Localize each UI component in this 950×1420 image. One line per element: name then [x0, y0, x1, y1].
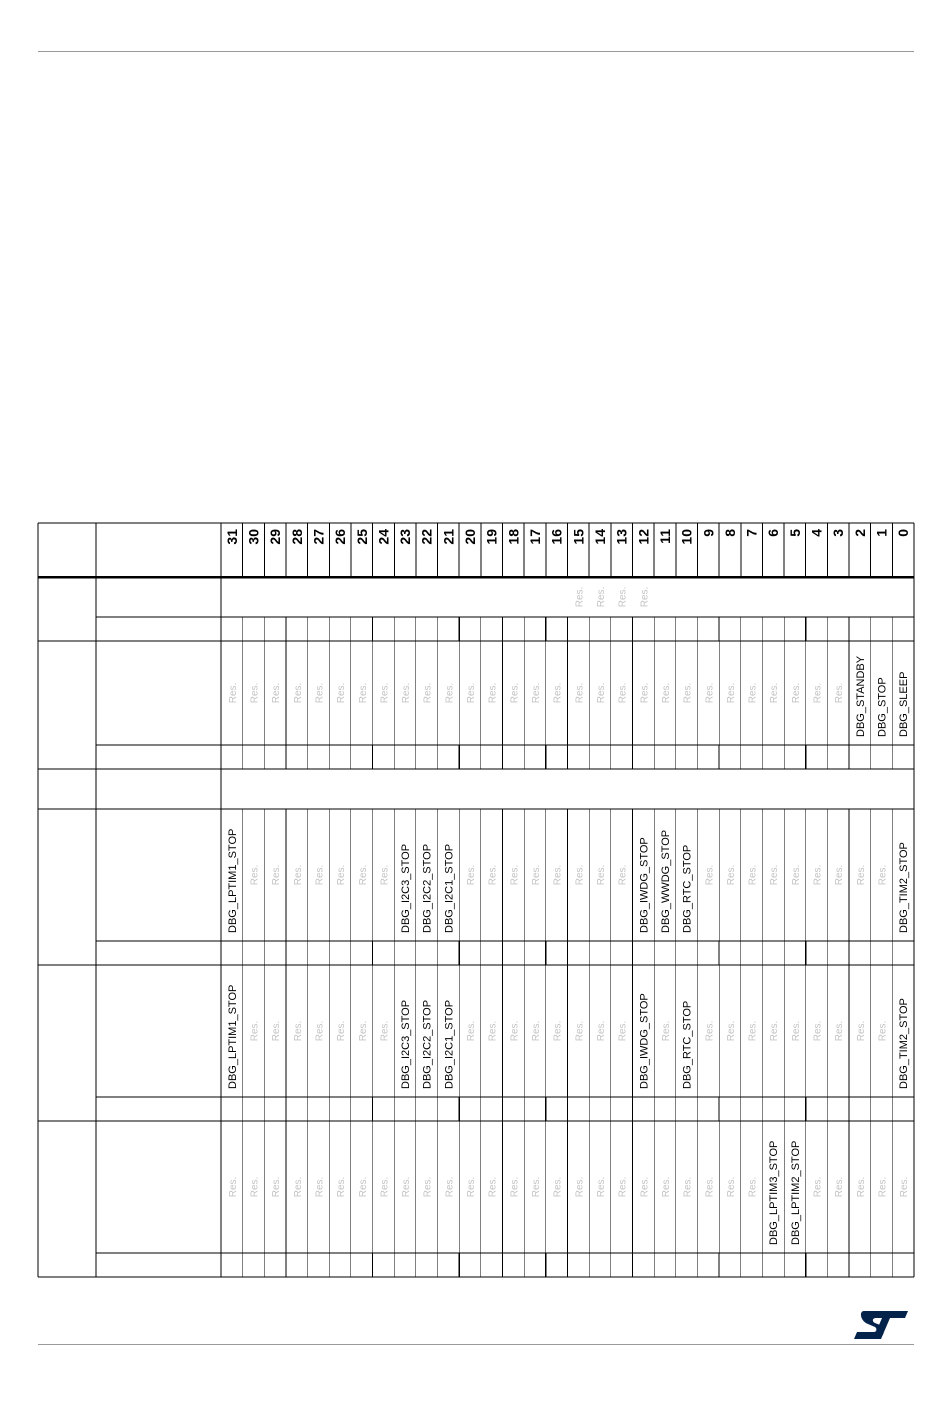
field-dbg-i2c3-stop: DBG_I2C3_STOP [400, 999, 413, 1089]
reserved-field: Res. [617, 1176, 629, 1198]
reserved-field: Res. [336, 1176, 348, 1198]
reserved-field: Res. [639, 1176, 651, 1198]
bit-number-13: 13 [613, 529, 630, 545]
reserved-field: Res. [509, 1176, 521, 1198]
reserved-field: Res. [812, 864, 824, 886]
reserved-field: Res. [725, 1176, 737, 1198]
reserved-field: Res. [660, 1176, 672, 1198]
bit-number-17: 17 [527, 529, 544, 545]
reserved-field: Res. [617, 864, 629, 886]
field-dbg-i2c2-stop: DBG_I2C2_STOP [421, 843, 434, 933]
reserved-field: Res. [466, 1020, 478, 1042]
reserved-field: Res. [336, 864, 348, 886]
reserved-field: Res. [595, 1176, 607, 1198]
reserved-field: Res. [660, 682, 672, 704]
reserved-field: Res. [812, 682, 824, 704]
reserved-field: Res. [769, 1020, 781, 1042]
reserved-field: Res. [487, 682, 499, 704]
field-dbg-rtc-stop: DBG_RTC_STOP [681, 1000, 694, 1089]
bit-number-29: 29 [267, 529, 284, 545]
bit-number-22: 22 [418, 529, 435, 545]
reserved-field: Res. [249, 682, 261, 704]
reserved-field: Res. [574, 682, 586, 704]
reserved-field: Res. [444, 682, 456, 704]
reserved-field: Res. [747, 682, 759, 704]
reserved-field: Res. [292, 1176, 304, 1198]
reserved-field: Res. [617, 682, 629, 704]
reserved-field: Res. [249, 1176, 261, 1198]
reserved-field: Res. [574, 586, 586, 608]
bit-number-18: 18 [505, 529, 522, 545]
reserved-field: Res. [357, 1020, 369, 1042]
reserved-field: Res. [747, 1020, 759, 1042]
reserved-field: Res. [314, 1020, 326, 1042]
reserved-field: Res. [487, 1176, 499, 1198]
reserved-field: Res. [292, 864, 304, 886]
reserved-field: Res. [401, 1176, 413, 1198]
reserved-field: Res. [834, 682, 846, 704]
reserved-field: Res. [292, 682, 304, 704]
reserved-field: Res. [595, 682, 607, 704]
reserved-field: Res. [379, 1020, 391, 1042]
bit-number-0: 0 [895, 529, 912, 537]
field-dbg-wwdg-stop: DBG_WWDG_STOP [659, 829, 672, 933]
reserved-field: Res. [790, 864, 802, 886]
reserved-field: Res. [552, 1020, 564, 1042]
reserved-field: Res. [834, 1176, 846, 1198]
reserved-field: Res. [249, 1020, 261, 1042]
reserved-field: Res. [531, 1020, 543, 1042]
reserved-field: Res. [271, 682, 283, 704]
reserved-field: Res. [704, 682, 716, 704]
bit-number-23: 23 [397, 529, 414, 545]
field-dbg-iwdg-stop: DBG_IWDG_STOP [638, 837, 651, 933]
reserved-field: Res. [487, 1020, 499, 1042]
field-dbg-rtc-stop: DBG_RTC_STOP [681, 844, 694, 933]
bit-number-14: 14 [591, 529, 608, 545]
bit-number-21: 21 [440, 529, 457, 545]
field-dbg-iwdg-stop: DBG_IWDG_STOP [638, 993, 651, 1089]
bit-number-2: 2 [851, 529, 868, 537]
reserved-field: Res. [574, 1176, 586, 1198]
reserved-field: Res. [812, 1020, 824, 1042]
field-dbg-sleep: DBG_SLEEP [898, 671, 911, 737]
reserved-field: Res. [747, 864, 759, 886]
reserved-field: Res. [271, 1020, 283, 1042]
bit-number-12: 12 [635, 529, 652, 545]
reserved-field: Res. [314, 682, 326, 704]
reserved-field: Res. [552, 864, 564, 886]
reserved-field: Res. [466, 682, 478, 704]
field-dbg-i2c1-stop: DBG_I2C1_STOP [443, 999, 456, 1089]
reserved-field: Res. [531, 682, 543, 704]
field-dbg-lptim1-stop: DBG_LPTIM1_STOP [226, 984, 239, 1089]
reserved-field: Res. [855, 864, 867, 886]
reserved-field: Res. [357, 1176, 369, 1198]
reserved-field: Res. [509, 1020, 521, 1042]
reserved-field: Res. [314, 864, 326, 886]
reserved-field: Res. [812, 1176, 824, 1198]
bit-number-24: 24 [375, 529, 392, 545]
reserved-field: Res. [769, 682, 781, 704]
reserved-field: Res. [379, 682, 391, 704]
reserved-field: Res. [379, 1176, 391, 1198]
reserved-field: Res. [660, 1020, 672, 1042]
reserved-field: Res. [227, 1176, 239, 1198]
bit-number-20: 20 [462, 529, 479, 545]
reserved-field: Res. [466, 864, 478, 886]
reserved-field: Res. [725, 1020, 737, 1042]
field-dbg-lptim2-stop: DBG_LPTIM2_STOP [789, 1140, 802, 1245]
reserved-field: Res. [509, 864, 521, 886]
bit-number-15: 15 [570, 529, 587, 545]
reserved-field: Res. [336, 682, 348, 704]
reserved-field: Res. [227, 682, 239, 704]
bit-number-25: 25 [353, 529, 370, 545]
reserved-field: Res. [466, 1176, 478, 1198]
field-dbg-i2c3-stop: DBG_I2C3_STOP [400, 843, 413, 933]
bit-number-6: 6 [765, 529, 782, 537]
reserved-field: Res. [271, 864, 283, 886]
field-dbg-lptim1-stop: DBG_LPTIM1_STOP [226, 828, 239, 933]
reserved-field: Res. [682, 682, 694, 704]
bit-number-30: 30 [245, 529, 262, 545]
reserved-field: Res. [574, 1020, 586, 1042]
reserved-field: Res. [704, 1020, 716, 1042]
reserved-field: Res. [704, 1176, 716, 1198]
field-dbg-stop: DBG_STOP [876, 677, 889, 737]
st-logo-icon [850, 1308, 912, 1342]
reserved-field: Res. [769, 864, 781, 886]
field-dbg-i2c1-stop: DBG_I2C1_STOP [443, 843, 456, 933]
field-dbg-tim2-stop: DBG_TIM2_STOP [898, 842, 911, 933]
bit-number-10: 10 [678, 529, 695, 545]
reserved-field: Res. [747, 1176, 759, 1198]
reserved-field: Res. [595, 1020, 607, 1042]
bit-number-7: 7 [743, 529, 760, 537]
reserved-field: Res. [855, 1176, 867, 1198]
bit-number-26: 26 [332, 529, 349, 545]
reserved-field: Res. [725, 864, 737, 886]
bit-number-3: 3 [830, 529, 847, 537]
reserved-field: Res. [617, 1020, 629, 1042]
reserved-field: Res. [357, 864, 369, 886]
reserved-field: Res. [595, 586, 607, 608]
reserved-field: Res. [682, 1176, 694, 1198]
bit-number-19: 19 [483, 529, 500, 545]
bit-number-11: 11 [656, 529, 673, 544]
reserved-field: Res. [357, 682, 369, 704]
reserved-field: Res. [552, 682, 564, 704]
reserved-field: Res. [422, 1176, 434, 1198]
reserved-field: Res. [704, 864, 716, 886]
bit-number-8: 8 [721, 529, 738, 537]
reserved-field: Res. [487, 864, 499, 886]
bit-number-5: 5 [786, 529, 803, 537]
field-dbg-i2c2-stop: DBG_I2C2_STOP [421, 999, 434, 1089]
reserved-field: Res. [877, 1176, 889, 1198]
reserved-field: Res. [531, 1176, 543, 1198]
field-dbg-lptim3-stop: DBG_LPTIM3_STOP [768, 1140, 781, 1245]
reserved-field: Res. [617, 586, 629, 608]
reserved-field: Res. [531, 864, 543, 886]
reserved-field: Res. [314, 1176, 326, 1198]
reserved-field: Res. [509, 682, 521, 704]
reserved-field: Res. [336, 1020, 348, 1042]
reserved-field: Res. [855, 1020, 867, 1042]
bit-number-4: 4 [808, 529, 825, 537]
bit-number-16: 16 [548, 529, 565, 545]
bit-number-27: 27 [310, 529, 327, 545]
reserved-field: Res. [834, 864, 846, 886]
reserved-field: Res. [725, 682, 737, 704]
reserved-field: Res. [444, 1176, 456, 1198]
reserved-field: Res. [639, 682, 651, 704]
reserved-field: Res. [899, 1176, 911, 1198]
bit-number-1: 1 [873, 529, 890, 537]
field-dbg-tim2-stop: DBG_TIM2_STOP [898, 998, 911, 1089]
reserved-field: Res. [877, 1020, 889, 1042]
reserved-field: Res. [249, 864, 261, 886]
field-dbg-standby: DBG_STANDBY [854, 655, 867, 737]
reserved-field: Res. [834, 1020, 846, 1042]
reserved-field: Res. [790, 1020, 802, 1042]
reserved-field: Res. [790, 682, 802, 704]
reserved-field: Res. [422, 682, 434, 704]
reserved-field: Res. [877, 864, 889, 886]
reserved-field: Res. [271, 1176, 283, 1198]
bit-number-28: 28 [288, 529, 305, 545]
bit-number-31: 31 [223, 529, 240, 545]
reserved-field: Res. [292, 1020, 304, 1042]
reserved-field: Res. [552, 1176, 564, 1198]
reserved-field: Res. [401, 682, 413, 704]
reserved-field: Res. [639, 586, 651, 608]
bit-number-9: 9 [700, 529, 717, 537]
reserved-field: Res. [574, 864, 586, 886]
reserved-field: Res. [595, 864, 607, 886]
reserved-field: Res. [379, 864, 391, 886]
